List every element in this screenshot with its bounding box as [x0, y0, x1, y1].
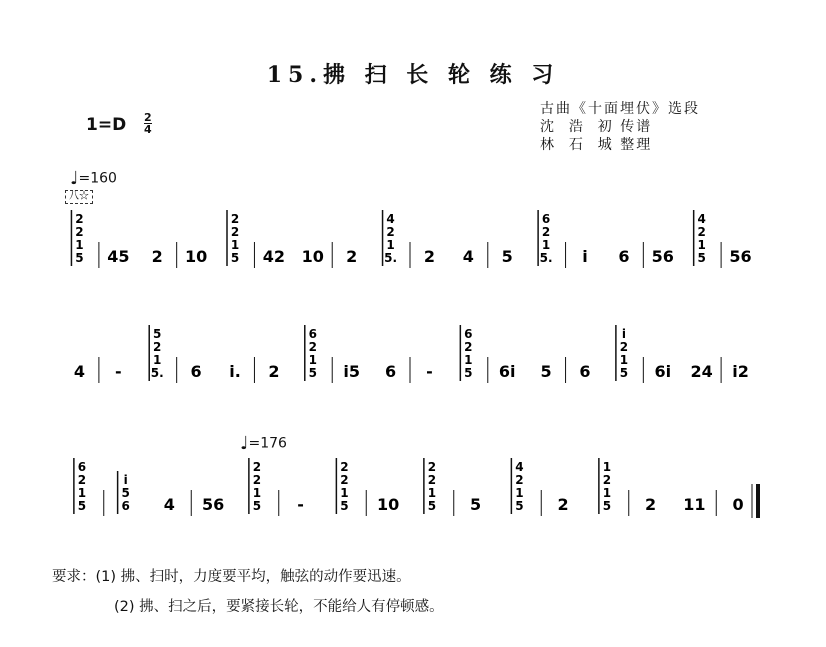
note-token: 4 — [73, 362, 86, 381]
credit-arranger: 林 石 城 整理 — [540, 137, 653, 153]
chord-digit: 1 — [340, 486, 349, 500]
note-token: 4 — [163, 495, 175, 514]
chord-digit: 5 — [340, 499, 349, 513]
chord-digit: 2 — [386, 225, 395, 239]
performance-requirements — [52, 562, 444, 622]
chord-digit: 2 — [340, 473, 349, 487]
chord-digit: 5. — [150, 366, 164, 380]
note-token: 42 — [262, 247, 286, 266]
chord-digit: 2 — [602, 473, 612, 487]
note-token: i. — [229, 362, 241, 381]
chord-digit: 2 — [464, 340, 473, 354]
chord-digit: i — [123, 473, 128, 487]
note-token: 6 — [190, 362, 202, 381]
chord-digit: 1 — [252, 486, 262, 500]
note-token: 11 — [683, 495, 706, 514]
chord-digit: 5. — [384, 251, 398, 265]
requirement-1-text: (1) 拂、扫时，力度要平均，触弦的动作要迅速。 — [95, 569, 411, 585]
chord-digit: 5 — [427, 499, 437, 513]
chord-digit: 6 — [77, 460, 87, 474]
chord-digit: i — [621, 327, 626, 341]
chord-digit: 1 — [697, 238, 706, 252]
requirements-heading: 要求： — [52, 569, 96, 585]
chord-digit: 1 — [308, 353, 317, 367]
note-token: 56 — [729, 247, 752, 266]
chord-digit: 2 — [541, 225, 551, 239]
note-token: 2 — [346, 247, 358, 266]
piece-title: 15.拂 扫 长 轮 练 习 — [266, 62, 560, 88]
note-token: 56 — [201, 495, 225, 514]
chord-digit: 6 — [464, 327, 473, 341]
chord-digit: 4 — [386, 212, 395, 226]
chord-digit: 2 — [230, 225, 240, 239]
chord-digit: 4 — [697, 212, 706, 226]
note-token: - — [426, 362, 433, 381]
meter-top: 2 — [144, 111, 152, 124]
technique-marking: 八☆ — [65, 190, 93, 204]
chord-digit: 1 — [153, 353, 162, 367]
note-token: 10 — [184, 247, 208, 266]
chord-digit: 2 — [340, 460, 349, 474]
chord-digit: 5 — [697, 251, 706, 265]
note-token: 5 — [501, 247, 513, 266]
tempo-marking-1: ♩=160 — [70, 168, 117, 189]
chord-digit: 2 — [427, 460, 437, 474]
chord-digit: 2 — [252, 473, 262, 487]
note-token: i2 — [732, 362, 749, 381]
chord-digit: 2 — [252, 460, 262, 474]
note-token: 2 — [268, 362, 280, 381]
chord-digit: 2 — [75, 212, 84, 226]
meter-bottom: 4 — [144, 123, 152, 136]
quarter-note-icon: ♩ — [240, 433, 249, 454]
requirement-1 — [52, 562, 444, 592]
chord-digit: 1 — [386, 238, 395, 252]
note-token: 0 — [732, 495, 744, 514]
chord-digit: 6 — [308, 327, 317, 341]
chord-digit: 5 — [602, 499, 612, 513]
chord-digit: 5 — [77, 499, 87, 513]
chord-digit: 4 — [515, 460, 524, 474]
credit-transmitter: 沈 浩 初 传谱 — [540, 119, 653, 135]
chord-digit: 2 — [75, 225, 84, 239]
chord-digit: 5 — [75, 251, 84, 265]
quarter-note-icon: ♩ — [70, 168, 79, 189]
note-token: 10 — [376, 495, 400, 514]
note-token: 2 — [151, 247, 163, 266]
chord-digit: 2 — [77, 473, 87, 487]
chord-digit: 2 — [308, 340, 317, 354]
score-lines — [71, 210, 758, 518]
chord-digit: 5 — [252, 499, 262, 513]
chord-digit: 2 — [619, 340, 629, 354]
note-token: i — [582, 247, 588, 266]
chord-digit: 1 — [619, 353, 629, 367]
chord-digit: 5 — [515, 499, 524, 513]
note-token: 6 — [384, 362, 397, 381]
note-token: 24 — [690, 362, 713, 381]
chord-digit: 5 — [153, 327, 162, 341]
note-token: 5 — [540, 362, 552, 381]
chord-digit: 2 — [515, 473, 524, 487]
note-token: 6i — [498, 362, 516, 381]
chord-digit: 5. — [539, 251, 553, 265]
note-token: 6i — [654, 362, 672, 381]
chord-digit: 2 — [230, 212, 240, 226]
chord-digit: 1 — [541, 238, 551, 252]
note-token: 2 — [557, 495, 569, 514]
note-token: 6 — [579, 362, 591, 381]
chord-digit: 5 — [230, 251, 240, 265]
chord-digit: 1 — [515, 486, 524, 500]
key-signature: 1=D — [86, 115, 127, 135]
chord-digit: 2 — [697, 225, 706, 239]
chord-digit: 1 — [230, 238, 240, 252]
chord-digit: 2 — [153, 340, 162, 354]
chord-digit: 1 — [602, 460, 612, 474]
note-token: - — [115, 362, 122, 381]
note-token: i5 — [343, 362, 360, 381]
note-token: - — [297, 495, 304, 514]
chord-digit: 5 — [308, 366, 317, 380]
note-token: 45 — [107, 247, 130, 266]
chord-digit: 6 — [541, 212, 551, 226]
note-token: 6 — [618, 247, 630, 266]
chord-digit: 1 — [602, 486, 612, 500]
tempo-marking-2: ♩=176 — [240, 433, 287, 454]
requirement-2: (2) 拂、扫之后，要紧接长轮，不能给人有停顿感。 — [114, 599, 444, 615]
note-token: 10 — [301, 247, 324, 266]
chord-digit: 1 — [75, 238, 84, 252]
chord-digit: 6 — [121, 499, 130, 513]
chord-digit: 1 — [464, 353, 473, 367]
note-token: 5 — [470, 495, 482, 514]
chord-digit: 2 — [427, 473, 437, 487]
chord-digit: 1 — [427, 486, 437, 500]
chord-digit: 5 — [619, 366, 629, 380]
note-token: 4 — [462, 247, 474, 266]
credit-source: 古曲《十面埋伏》选段 — [540, 101, 700, 117]
chord-digit: 1 — [77, 486, 87, 500]
note-token: 2 — [423, 247, 436, 266]
chord-digit: 5 — [464, 366, 473, 380]
note-token: 2 — [645, 495, 657, 514]
note-token: 56 — [651, 247, 674, 266]
chord-digit: 5 — [121, 486, 130, 500]
